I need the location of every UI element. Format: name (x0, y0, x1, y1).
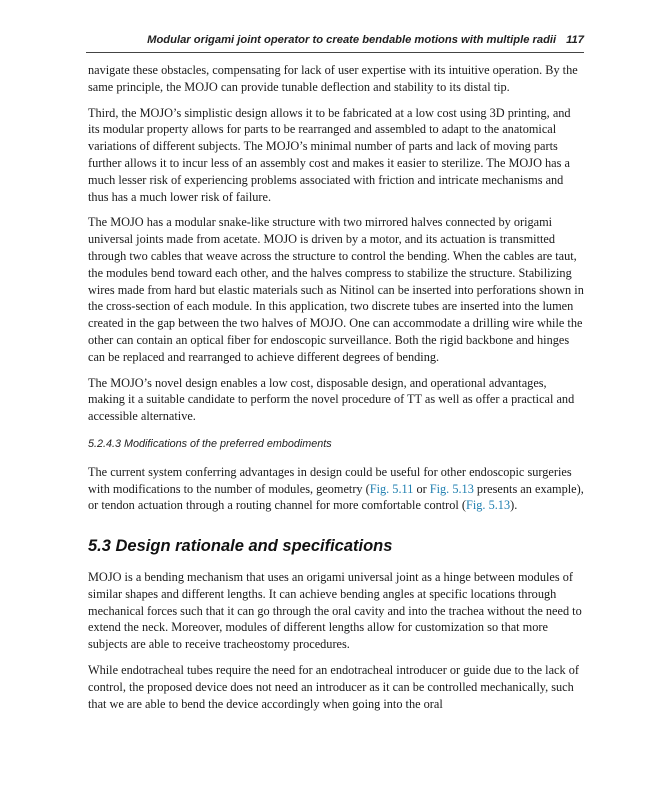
figure-link-5-13-second[interactable]: Fig. 5.13 (466, 498, 511, 513)
p5-text-d: ). (510, 498, 518, 513)
page-number: 117 (566, 34, 584, 46)
paragraph-7: While endotracheal tubes require the need for an endotracheal introducer or guide due to the lack of control, the proposed device does not need an introducer as it can be controlled mechanically, such that we are able to bend the device accordingly when going into the oral (88, 662, 579, 711)
section-heading: 5.3 Design rationale and specifications (88, 537, 393, 556)
figure-link-5-13[interactable]: Fig. 5.13 (429, 481, 474, 496)
paragraph-5 (88, 464, 584, 514)
paragraph-3: The MOJO has a modular snake-like structure with two mirrored halves connected by origami universal joints made from acetate. MOJO is driven by a motor, and its actuation is transmitted through two cables that weave across the structure to control the bending. When the cables are taut, the modules bend toward each other, and the halves compress to stabilize the structure. Stabilizing wires made from hard but elastic materials such as Nitinol can be inserted into perforations shown in the cross-section of each module. In this application, two discrete tubes are inserted into the lumen created in the gap between the two halves of MOJO. One can accommodate a drilling wire while the other can contain an optical fiber for endoscopic surveillance. Both the rigid backbone and hinges can be replaced and rearranged to achieve different degrees of bending. (88, 215, 584, 364)
figure-link-5-11[interactable]: Fig. 5.11 (369, 481, 414, 496)
subsection-heading: 5.2.4.3 Modifications of the preferred embodiments (88, 437, 332, 450)
p5-text-c: presents an example), or tendon actuation through a routing channel for more comfortable control ( (88, 481, 584, 513)
body-text (88, 62, 584, 721)
paragraph-4: The MOJO’s novel design enables a low cost, disposable design, and operational advantages, making it a suitable candidate to perform the novel procedure of TT as well as offer a practical and accessible alternative. (88, 375, 575, 424)
running-title: Modular origami joint operator to create bendable motions with multiple radii (147, 34, 557, 46)
p5-text-b: or (413, 481, 430, 496)
p5-text-a: The current system conferring advantages in design could be useful for other endoscopic surgeries with modifications to the number of modules, geometry ( (88, 464, 572, 496)
paragraph-6: MOJO is a bending mechanism that uses an origami universal joint as a hinge between modules of similar shapes and different lengths. It can achieve bending angles at specific locations through mechanical forces such that it can go through the oral cavity and into the trachea without the need to extend the neck. Moreover, modules of different lengths allow for customization so that more subjects are able to receive tracheostomy procedures. (88, 569, 582, 652)
running-header (86, 34, 584, 53)
paragraph-2: Third, the MOJO’s simplistic design allows it to be fabricated at a low cost using 3D printing, and its modular property allows for parts to be rearranged and assembled to adapt to the anatomical variations of different subjects. The MOJO’s minimal number of parts and lack of moving parts further allows it to incur less of an assembly cost and makes it easier to sterilize. The MOJO has a much lesser risk of experiencing problems associated with friction and intricate mechanisms and thus has a much lower risk of failure. (88, 105, 571, 204)
paragraph-1: navigate these obstacles, compensating for lack of user expertise with its intuitive operation. By the same principle, the MOJO can provide tunable deflection and stability to its distal tip. (88, 63, 578, 94)
